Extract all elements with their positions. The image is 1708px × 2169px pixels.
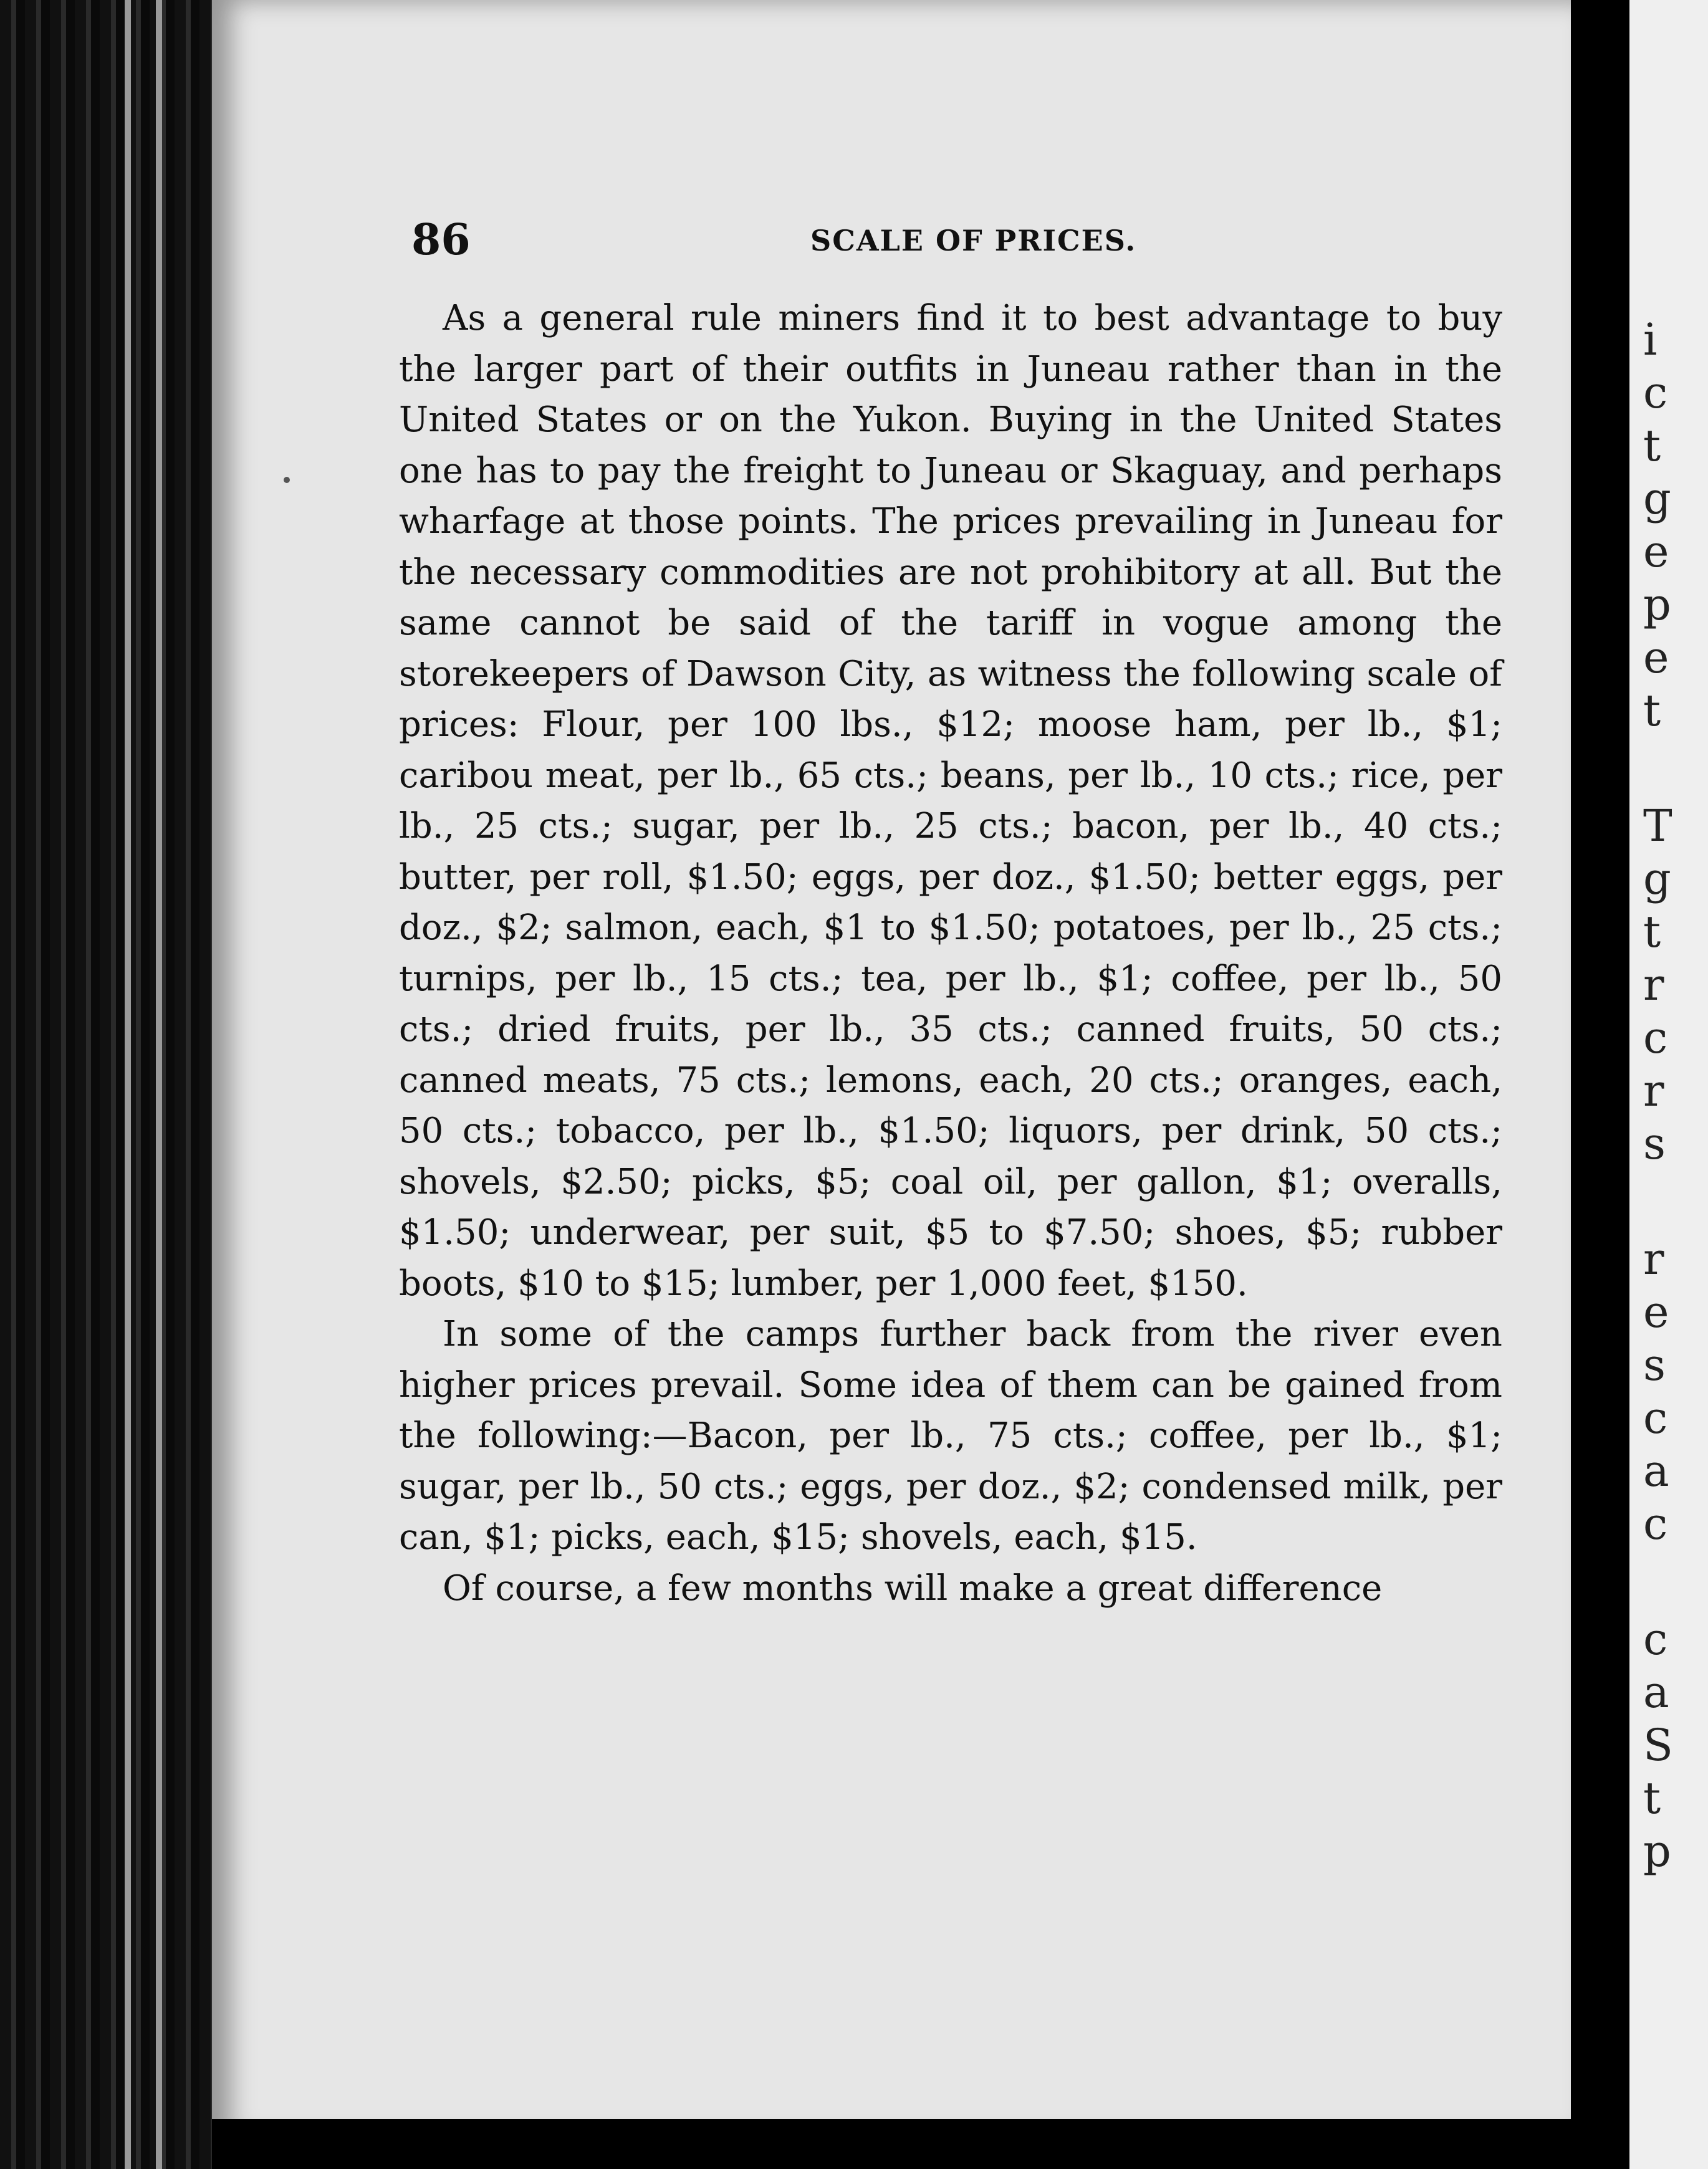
page-number: 86 — [411, 215, 471, 265]
paragraph-prices-dawson: As a general rule miners find it to best advantage to buy the larger part of their outfits in Juneau rather than in the United States or on the Yukon. Buying in the United States one has to pay the freight to Juneau or Skaguay, and perhaps wharfage at those points. The prices prevailing in Juneau for the necessary commodities are not prohibitory at all. But the same cannot be said of the tariff in vogue among the storekeepers of Dawson City, as witness the following scale of prices: Flour, per 100 lbs., $12; moose ham, per lb., $1; caribou meat, per lb., 65 cts.; beans, per lb., 10 cts.; rice, per lb., 25 cts.; sugar, per lb., 25 cts.; bacon, per lb., 40 cts.; butter, per roll, $1.50; eggs, per doz., $1.50; better eggs, per doz., $2; salmon, each, $1 to $1.50; potatoes, per lb., 25 cts.; turnips, per lb., 15 cts.; tea, per lb., $1; coffee, per lb., 50 cts.; dried fruits, per lb., 35 cts.; canned fruits, 50 cts.; canned meats, 75 cts.; lemons, each, 20 cts.; oranges, each, 50 cts.; tobacco, per lb., $1.50; liquors, per drink, 50 cts.; shovels, $2.50; picks, $5; coal oil, per gallon, $1; overalls, $1.50; underwear, per suit, $5 to $7.50; shoes, $5; rubber boots, $10 to $15; lumber, per 1,000 feet, $150. — [399, 298, 1502, 1304]
margin-speck — [284, 477, 290, 483]
facing-page-letter: c — [1643, 1012, 1668, 1063]
facing-page-letter: p — [1643, 1826, 1671, 1877]
facing-page-letter: p — [1643, 579, 1671, 630]
body-text — [399, 293, 1502, 1614]
page-edge-strip — [125, 0, 131, 2169]
facing-page-letter: a — [1643, 1445, 1669, 1496]
facing-page-letter: r — [1643, 1233, 1664, 1285]
facing-page-letter: e — [1643, 526, 1669, 577]
facing-page-letter: T — [1643, 800, 1672, 851]
facing-page-letter: r — [1643, 1065, 1664, 1116]
paragraph-of-course: Of course, a few months will make a great difference — [443, 1568, 1383, 1609]
facing-page-letter: e — [1643, 1286, 1669, 1338]
facing-page-letter: t — [1643, 906, 1661, 957]
facing-page-edge — [1621, 0, 1708, 2169]
facing-page-letter: t — [1643, 420, 1661, 471]
facing-page-letter: S — [1643, 1720, 1673, 1771]
paragraph-camp-prices: In some of the camps further back from the river even higher prices prevail. Some idea of them can be gained from the following:—Bacon, per lb., 75 cts.; coffee, per lb., $1; sugar, per lb., 50 cts.; eggs, per doz., $2; condensed milk, per can, $1; picks, each, $15; shovels, each, $15. — [399, 1314, 1502, 1558]
page-edge-strip — [156, 0, 162, 2169]
running-head: SCALE OF PRICES. — [810, 224, 1137, 257]
facing-page-letter: g — [1643, 853, 1671, 904]
facing-page-letter: c — [1643, 1614, 1668, 1665]
facing-page-letter: c — [1643, 1392, 1668, 1444]
facing-page-letter: e — [1643, 632, 1669, 683]
facing-page-letter: a — [1643, 1667, 1669, 1718]
facing-page-letter: t — [1643, 1773, 1661, 1824]
facing-page-letter: r — [1643, 959, 1664, 1010]
facing-page-letter: i — [1643, 314, 1658, 365]
page-header — [411, 215, 1533, 271]
book-page-edges — [0, 0, 224, 2169]
facing-page-letter: s — [1643, 1118, 1666, 1169]
facing-page-letter: t — [1643, 685, 1661, 736]
facing-page-letter: c — [1643, 1498, 1668, 1549]
bottom-shadow — [212, 2119, 1621, 2169]
facing-page-letter: g — [1643, 473, 1671, 524]
facing-page-letter: c — [1643, 367, 1668, 418]
facing-page-letter: s — [1643, 1339, 1666, 1391]
